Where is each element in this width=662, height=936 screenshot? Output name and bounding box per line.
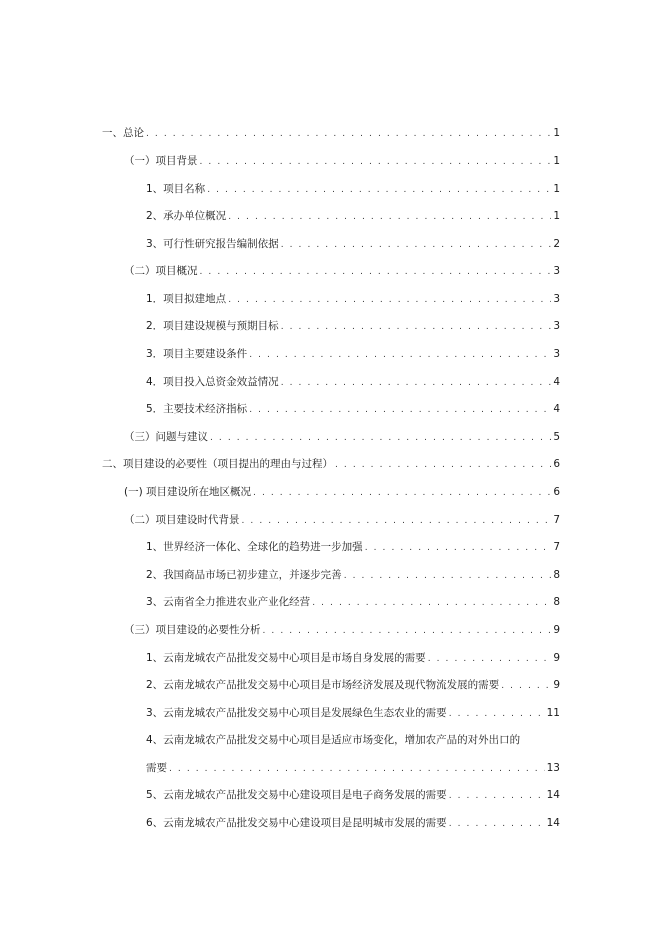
- toc-entry-label: 3、云南省全力推进农业产业化经营: [146, 596, 311, 608]
- toc-entry-label: 一、总论: [102, 127, 144, 139]
- toc-entry-label: 1、云南龙城农产品批发交易中心项目是市场自身发展的需要: [146, 652, 426, 664]
- toc-entry-label: 2．项目建设规模与预期目标: [146, 320, 279, 332]
- dot-leader: [501, 680, 551, 692]
- toc-entry-page: 3: [553, 293, 560, 305]
- toc-entry-page: 3: [553, 320, 560, 332]
- toc-entry-label: 2、我国商品市场已初步建立，并逐步完善: [146, 569, 342, 581]
- dot-leader: [335, 459, 551, 471]
- toc-entry-label: （二）项目概况: [124, 265, 198, 277]
- toc-entry[interactable]: [146, 231, 560, 251]
- toc-entry[interactable]: [146, 782, 560, 802]
- toc-entry[interactable]: [146, 203, 560, 223]
- toc-entry-page: 5: [553, 431, 560, 443]
- toc-entry-page: 13: [546, 762, 560, 774]
- toc-entry[interactable]: [124, 617, 560, 637]
- toc-entry-label: 二、项目建设的必要性（项目提出的理由与过程）: [102, 458, 333, 470]
- dot-leader: [249, 349, 551, 361]
- toc-entry[interactable]: [124, 148, 560, 168]
- toc-entry[interactable]: [146, 286, 560, 306]
- toc-entry-page: 11: [546, 707, 560, 719]
- toc-entry-label: 3．项目主要建设条件: [146, 348, 248, 360]
- dot-leader: [312, 597, 551, 609]
- toc-entry-page: 4: [553, 403, 560, 415]
- dot-leader: [146, 128, 551, 140]
- dot-leader: [449, 708, 545, 720]
- toc-entry-label: 需要: [146, 762, 167, 774]
- toc-entry-page: 6: [553, 486, 560, 498]
- toc-entry[interactable]: [146, 369, 560, 389]
- toc-entry-page: 8: [553, 596, 560, 608]
- toc-entry-label: 4、云南龙城农产品批发交易中心项目是适应市场变化，增加农产品的对外出口的: [146, 734, 521, 746]
- toc-entry[interactable]: [124, 507, 560, 527]
- toc-entry-label: 5．主要技术经济指标: [146, 403, 248, 415]
- toc-entry[interactable]: [146, 810, 560, 830]
- dot-leader: [449, 818, 545, 830]
- toc-entry-page: 1: [553, 210, 560, 222]
- toc-entry-page: 3: [553, 348, 560, 360]
- toc-entry-page: 8: [553, 569, 560, 581]
- toc-entry-label: (一) 项目建设所在地区概况: [124, 486, 252, 498]
- toc-entry[interactable]: [146, 755, 560, 775]
- toc-entry[interactable]: [146, 534, 560, 554]
- toc-entry-label: （一）项目背景: [124, 155, 198, 167]
- dot-leader: [228, 294, 551, 306]
- dot-leader: [365, 542, 552, 554]
- dot-leader: [281, 321, 552, 333]
- dot-leader: [200, 266, 552, 278]
- toc-entry[interactable]: [146, 313, 560, 333]
- toc-entry-page: 9: [553, 652, 560, 664]
- toc-entry-label: 4．项目投入总资金效益情况: [146, 376, 279, 388]
- dot-leader: [253, 487, 551, 499]
- dot-leader: [249, 404, 551, 416]
- dot-leader: [169, 763, 545, 775]
- toc-entry-page: 1: [553, 155, 560, 167]
- toc-entry-label: 2、云南龙城农产品批发交易中心项目是市场经济发展及现代物流发展的需要: [146, 679, 500, 691]
- toc-entry[interactable]: [146, 672, 560, 692]
- toc-entry-page: 9: [553, 679, 560, 691]
- toc-entry[interactable]: [102, 120, 560, 140]
- toc-entry-page: 14: [546, 789, 560, 801]
- toc-entry-page: 14: [546, 817, 560, 829]
- toc-entry-label: 3、云南龙城农产品批发交易中心项目是发展绿色生态农业的需要: [146, 707, 447, 719]
- dot-leader: [263, 625, 552, 637]
- toc-entry-label: （二）项目建设时代背景: [124, 514, 240, 526]
- dot-leader: [228, 211, 551, 223]
- toc-entry-label: （三）项目建设的必要性分析: [124, 624, 261, 636]
- toc-entry-label: 1、项目名称: [146, 183, 206, 195]
- toc-entry-page: 7: [553, 541, 560, 553]
- dot-leader: [281, 239, 552, 251]
- toc-entry-page: 6: [553, 458, 560, 470]
- dot-leader: [344, 570, 552, 582]
- toc-entry[interactable]: [124, 424, 560, 444]
- dot-leader: [200, 156, 552, 168]
- toc-entry-page: 1: [553, 127, 560, 139]
- toc-entry-label: 5、云南龙城农产品批发交易中心建设项目是电子商务发展的需要: [146, 789, 447, 801]
- toc-entry-label: 3、可行性研究报告编制依据: [146, 238, 279, 250]
- dot-leader: [207, 184, 551, 196]
- toc-entry[interactable]: [146, 645, 560, 665]
- toc-entry-label: （三）问题与建议: [124, 431, 208, 443]
- toc-entry-wrapped-line[interactable]: [146, 733, 560, 747]
- toc-entry[interactable]: [146, 396, 560, 416]
- dot-leader: [428, 653, 552, 665]
- toc-entry[interactable]: [124, 258, 560, 278]
- toc-entry[interactable]: [146, 562, 560, 582]
- toc-entry-page: 2: [553, 238, 560, 250]
- toc-entry-page: 3: [553, 265, 560, 277]
- toc-entry[interactable]: [146, 589, 560, 609]
- dot-leader: [242, 515, 552, 527]
- toc-entry-page: 1: [553, 183, 560, 195]
- toc-entry-label: 1．项目拟建地点: [146, 293, 227, 305]
- toc-entry-label: 1、世界经济一体化、全球化的趋势进一步加强: [146, 541, 363, 553]
- toc-entry-page: 9: [553, 624, 560, 636]
- toc-entry[interactable]: [124, 479, 560, 499]
- toc-entry[interactable]: [146, 176, 560, 196]
- toc-entry[interactable]: [146, 700, 560, 720]
- toc-entry-page: 7: [553, 514, 560, 526]
- toc-entry-label: 6、云南龙城农产品批发交易中心建设项目是昆明城市发展的需要: [146, 817, 447, 829]
- dot-leader: [210, 432, 551, 444]
- toc-entry-label: 2、承办单位概况: [146, 210, 227, 222]
- toc-entry[interactable]: [102, 451, 560, 471]
- dot-leader: [281, 377, 552, 389]
- dot-leader: [449, 790, 545, 802]
- toc-entry[interactable]: [146, 341, 560, 361]
- toc-entry-page: 4: [553, 376, 560, 388]
